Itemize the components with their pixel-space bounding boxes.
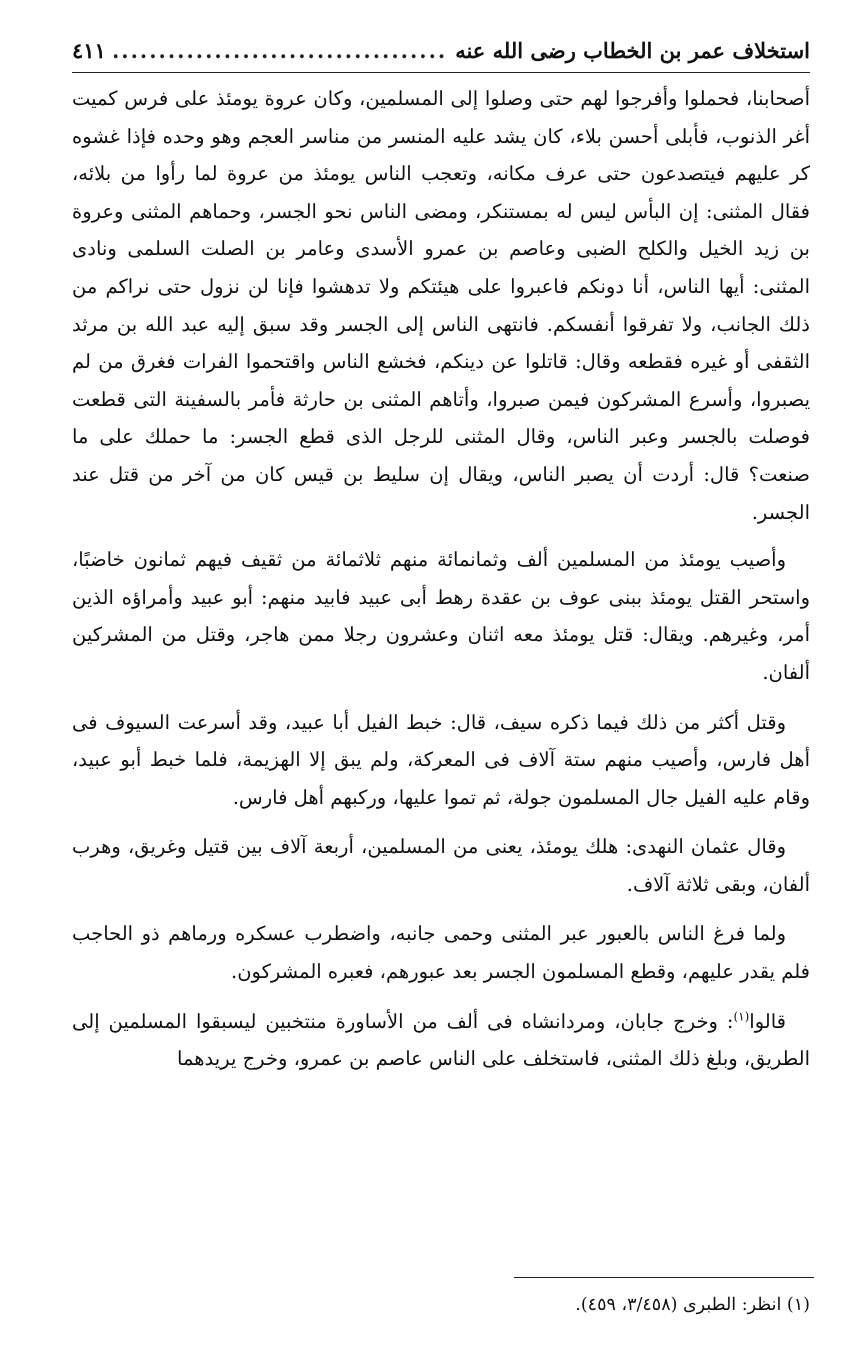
- paragraph: وأصيب يومئذ من المسلمين ألف وثمانمائة منهم ثلاثمائة من ثقيف فيهم ثمانون خاضبًا، واستحر القتل يومئذ ببنى عوف بن عقدة رهط أبى عبيد فابيد منهم: أبو عبيد وأمراؤه الذين أمر، وغيرهم. ويقال: قتل يومئذ معه اثنان وعشرون رجلا ممن هاجر، وقتل من المشركين ألفان.: [72, 548, 810, 684]
- main-text: [72, 80, 810, 1090]
- footnote: (١) انظر: الطبرى (٣/٤٥٨، ٤٥٩).: [575, 1295, 810, 1315]
- chapter-title: استخلاف عمر بن الخطاب رضى الله عنه: [455, 38, 810, 63]
- paragraph: وقال عثمان النهدى: هلك يومئذ، يعنى من المسلمين، أربعة آلاف بين قتيل وغريق، وهرب ألفان، وبقى ثلاثة آلاف.: [72, 835, 810, 896]
- paragraph: وقتل أكثر من ذلك فيما ذكره سيف، قال: خبط الفيل أبا عبيد، وقد أسرعت السيوف فى أهل فارس، وأصيب منهم ستة آلاف فى المعركة، ولم يبق إلا الهزيمة، فلما خبط أبو عبيد، وقام عليه الفيل جال المسلمون جولة، ثم تموا عليها، وركبهم أهل فارس.: [72, 710, 810, 809]
- paragraph-lead: قالوا: [749, 1009, 786, 1033]
- leader-dots: [114, 38, 447, 63]
- page-number: ٤١١: [72, 38, 106, 63]
- paragraph-rest: : وخرج جابان، ومردانشاه فى ألف من الأساورة منتخبين ليسبقوا المسلمين إلى الطريق، وبلغ ذلك المثنى، فاستخلف على الناس عاصم بن عمرو، وخرج يريدهما: [72, 1009, 810, 1071]
- paragraph: أصحابنا، فحملوا وأفرجوا لهم حتى وصلوا إلى المسلمين، وكان عروة يومئذ على فرس كميت أغر الذنوب، فأبلى أحسن بلاء، كان يشد عليه المنسر من مناسر العجم وهو وحده فإذا غشوه كر عليهم فيتصدعون حتى عرف مكانه، وتعجب الناس يومئذ من عروة لما رأوا من بلائه، فقال المثنى: إن البأس ليس له بمستنكر، ومضى الناس نحو الجسر، وحماهم المثنى وعروة بن زيد الخيل والكلح الضبى وعاصم بن عمرو الأسدى وعامر بن الصلت السلمى ونادى المثنى: أيها الناس، أنا دونكم فاعبروا على هيئتكم ولا تدهشوا فإنا لن نزول حتى نراكم من ذلك الجانب، ولا تفرقوا أنفسكم. فانتهى الناس إلى الجسر وقد سبق إليه عبد الله بن مرثد الثقفى أو غيره فقطعه وقال: قاتلوا عن دينكم، فخشع الناس واقتحموا الفرات فغرق من لم يصبروا، وأسرع المشركون فيمن صبروا، وأتاهم المثنى بن حارثة فأمر بالسفينة التى قطعت فوصلت بالجسر وعبر الناس، وقال المثنى للرجل الذى قطع الجسر: ما حملك على ما صنعت؟ قال: أردت أن يصبر الناس، ويقال إن سليط بن قيس كان من آخر من قتل عند الجسر.: [72, 87, 810, 524]
- paragraph: [72, 1003, 810, 1078]
- running-header: [72, 38, 810, 73]
- paragraph: ولما فرغ الناس بالعبور عبر المثنى وحمى جانبه، واضطرب عسكره ورماهم ذو الحاجب فلم يقدر عليهم، وقطع المسلمون الجسر بعد عبورهم، فعبره المشركون.: [72, 922, 810, 984]
- footnote-marker: (١): [733, 1009, 750, 1024]
- footnote-divider: [514, 1277, 814, 1278]
